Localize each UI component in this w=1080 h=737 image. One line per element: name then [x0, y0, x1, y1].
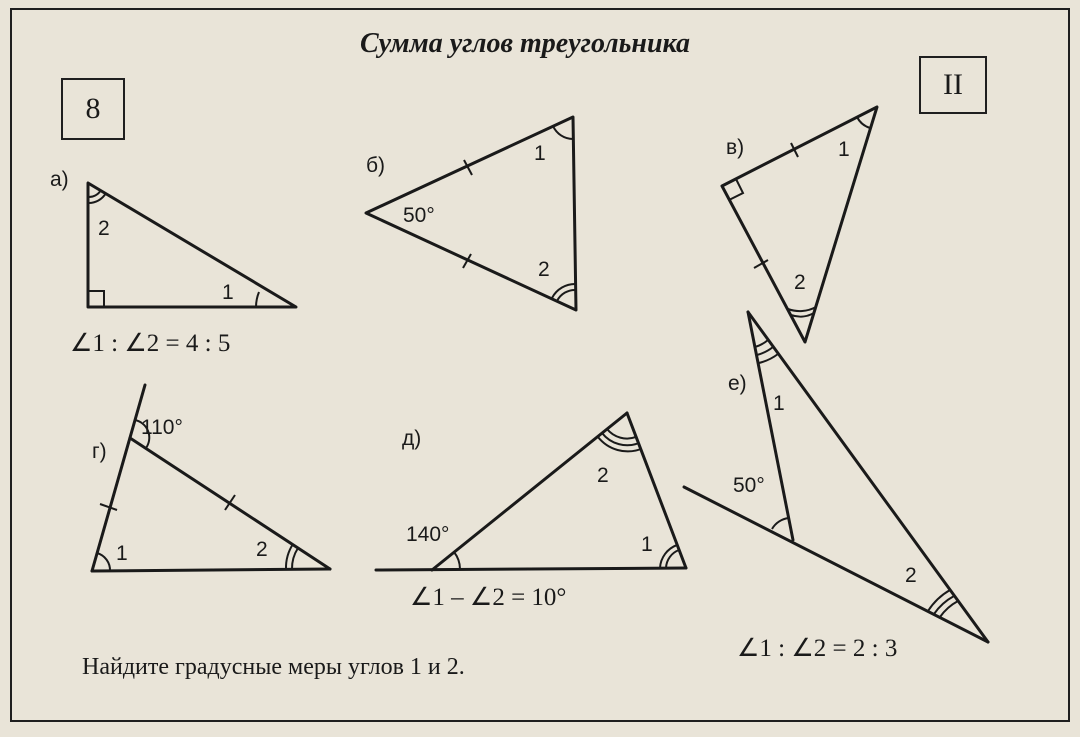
angle-arc-e1 [755, 340, 768, 347]
angle-arc-a1 [256, 292, 259, 307]
angle-arc-b1 [553, 126, 573, 139]
angle-arc-d2 [607, 429, 636, 439]
side-line-e-right [748, 312, 988, 642]
base-line-e-extended [684, 487, 988, 642]
figure-d-angle2: 2 [597, 464, 609, 487]
figure-g-label: г) [92, 440, 107, 463]
figure-d-exterior-angle: 140° [406, 523, 450, 546]
figure-a [50, 168, 296, 357]
figure-e-angle2: 2 [905, 564, 917, 587]
figure-b-angle1: 1 [534, 142, 546, 165]
figure-a-condition: ∠1 : ∠2 = 4 : 5 [70, 330, 231, 357]
base-line-g [92, 569, 330, 571]
side-line-d-left [432, 413, 627, 570]
figure-b-angle2: 2 [538, 258, 550, 281]
right-angle-mark-a [88, 291, 104, 307]
figure-v-angle1: 1 [838, 138, 850, 161]
angle-arc-v2 [791, 313, 814, 317]
figure-g-exterior-angle: 110° [141, 416, 183, 439]
triangle-v [722, 107, 877, 342]
figure-e [684, 312, 988, 662]
figure-d-angle1: 1 [641, 533, 653, 556]
angle-arc-b2 [557, 290, 576, 301]
figure-b [366, 117, 576, 310]
side-line-d-right [627, 413, 686, 568]
card-number: 8 [85, 92, 101, 125]
level-label: II [943, 68, 963, 101]
page-title: Сумма углов треугольника [359, 28, 691, 59]
angle-arc-g1 [97, 553, 110, 571]
figure-b-angle-value: 50° [403, 204, 435, 227]
figure-a-label: а) [50, 168, 69, 191]
figure-e-angle-value: 50° [733, 474, 765, 497]
figure-e-angle1: 1 [773, 392, 785, 415]
figure-d-condition: ∠1 – ∠2 = 10° [410, 584, 567, 611]
angle-arc-d2-second [602, 433, 639, 445]
side-line-e-left [748, 312, 793, 540]
figure-g-angle2: 2 [256, 538, 268, 561]
angle-arc-e50 [772, 518, 789, 529]
base-line-d [376, 568, 686, 570]
figure-e-condition: ∠1 : ∠2 = 2 : 3 [737, 635, 898, 662]
figure-g-angle1: 1 [116, 542, 128, 565]
figure-b-label: б) [366, 154, 386, 177]
figure-a-angle2: 2 [98, 217, 110, 240]
angle-arc-g2 [292, 548, 298, 569]
task-instruction: Найдите градусные меры углов 1 и 2. [82, 654, 465, 680]
figure-v [722, 107, 877, 342]
angle-arc-v2-second [788, 307, 816, 311]
exterior-angle-arc-d [454, 552, 460, 569]
figure-d [376, 413, 686, 611]
angle-arc-e1-second [757, 347, 773, 355]
figure-d-label: д) [402, 427, 422, 450]
angle-arc-d1 [666, 550, 679, 568]
angle-arc-v1 [857, 117, 870, 128]
triangle-a [88, 183, 296, 307]
figure-v-angle2: 2 [794, 271, 806, 294]
figure-e-label: е) [728, 372, 747, 395]
angle-arc-e1-third [759, 354, 778, 363]
angle-arc-d1-second [660, 545, 677, 568]
figure-g [92, 385, 330, 571]
figure-v-label: в) [726, 136, 745, 159]
figure-a-angle1: 1 [222, 281, 234, 304]
